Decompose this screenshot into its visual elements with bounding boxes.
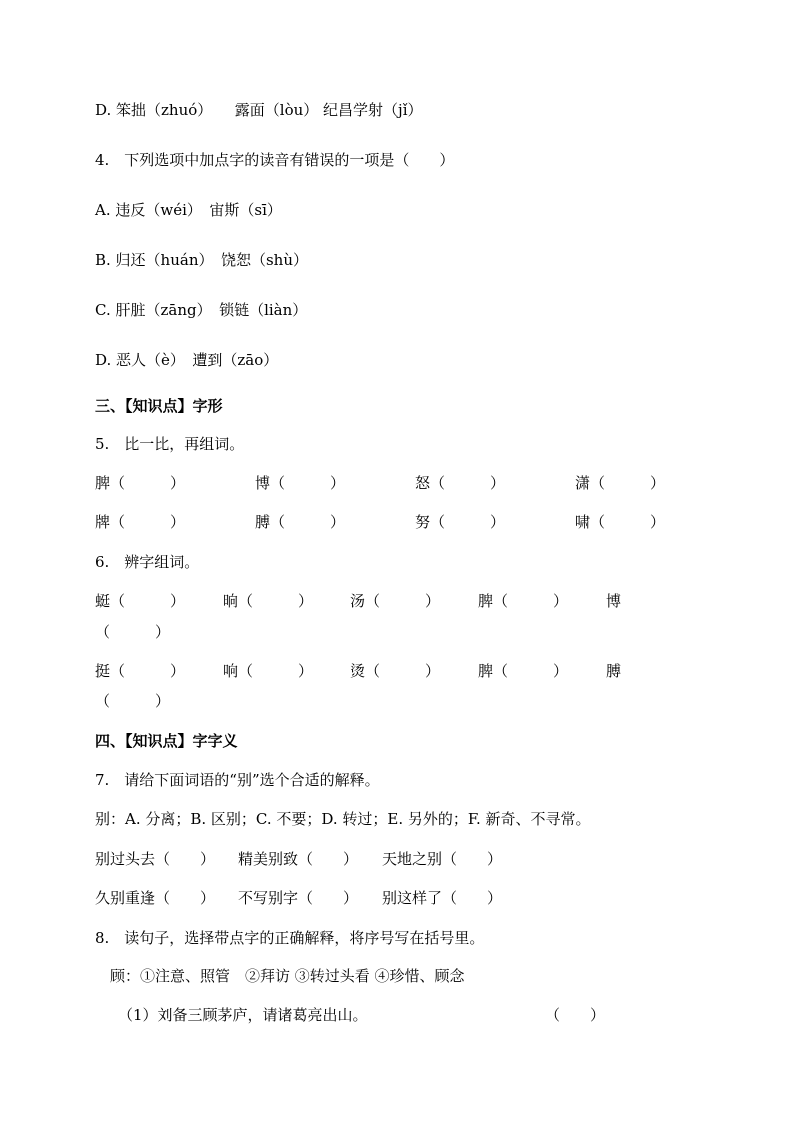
- q6-row2-item: 脾（ ）: [478, 662, 569, 680]
- q5-row2-item: 啸（ ）: [575, 513, 666, 531]
- q7-row2-item: 别这样了（ ）: [382, 889, 503, 907]
- q7-row1-item: 天地之别（ ）: [382, 850, 503, 868]
- q4-option-a: A. 违反（wéi） 宙斯（sī）: [95, 201, 282, 219]
- q8-stem: 8. 读句子，选择带点字的正确解释，将序号写在括号里。: [95, 929, 485, 947]
- q7-definitions: 别：A. 分离；B. 区别；C. 不要；D. 转过；E. 另外的；F. 新奇、不寻常。: [95, 810, 591, 828]
- q6-row2-item: 响（ ）: [223, 662, 314, 680]
- q6-row1-item: 博: [606, 592, 622, 610]
- q7-stem: 7. 请给下面词语的“别”选个合适的解释。: [95, 771, 380, 789]
- q6-row2-item: 挺（ ）: [95, 662, 186, 680]
- section3-title: 三、【知识点】字形: [95, 397, 223, 415]
- q4-option-d: D. 恶人（è） 遭到（zāo）: [95, 351, 279, 369]
- q4-stem: 4. 下列选项中加点字的读音有错误的一项是（ ）: [95, 151, 455, 169]
- q6-row2-item: 烫（ ）: [350, 662, 441, 680]
- q7-row2-item: 不写别字（ ）: [238, 889, 359, 907]
- q5-stem: 5. 比一比，再组词。: [95, 435, 245, 453]
- q6-row2-wrap: （ ）: [95, 692, 171, 710]
- q5-row2-item: 牌（ ）: [95, 513, 186, 531]
- section4-title: 四、【知识点】字字义: [95, 732, 238, 750]
- q5-row2-item: 膊（ ）: [255, 513, 346, 531]
- q7-row2-item: 久别重逢（ ）: [95, 889, 216, 907]
- q5-row1-item: 潇（ ）: [575, 474, 666, 492]
- q8-item1: （1）刘备三顾茅庐，请诸葛亮出山。: [118, 1006, 368, 1024]
- q7-row1-item: 精美别致（ ）: [238, 850, 359, 868]
- q6-row2-item: 膊: [606, 662, 622, 680]
- q3-option-d: D. 笨拙（zhuó） 露面（lòu） 纪昌学射（jǐ）: [95, 101, 423, 119]
- q6-row1-item: 脾（ ）: [478, 592, 569, 610]
- q8-options: 顾：①注意、照管 ②拜访 ③转过头看 ④珍惜、顾念: [110, 967, 465, 985]
- q4-option-c: C. 肝脏（zāng） 锁链（liàn）: [95, 301, 308, 319]
- q4-option-b: B. 归还（huán） 饶恕（shù）: [95, 251, 309, 269]
- q6-row1-item: 汤（ ）: [350, 592, 441, 610]
- q5-row1-item: 怒（ ）: [415, 474, 506, 492]
- q6-row1-wrap: （ ）: [95, 623, 171, 641]
- q7-row1-item: 别过头去（ ）: [95, 850, 216, 868]
- q5-row2-item: 努（ ）: [415, 513, 506, 531]
- q6-row1-item: 晌（ ）: [223, 592, 314, 610]
- q8-item1-blank: （ ）: [545, 1006, 606, 1024]
- q6-stem: 6. 辨字组词。: [95, 553, 200, 571]
- q5-row1-item: 博（ ）: [255, 474, 346, 492]
- q5-row1-item: 脾（ ）: [95, 474, 186, 492]
- q6-row1-item: 蜓（ ）: [95, 592, 186, 610]
